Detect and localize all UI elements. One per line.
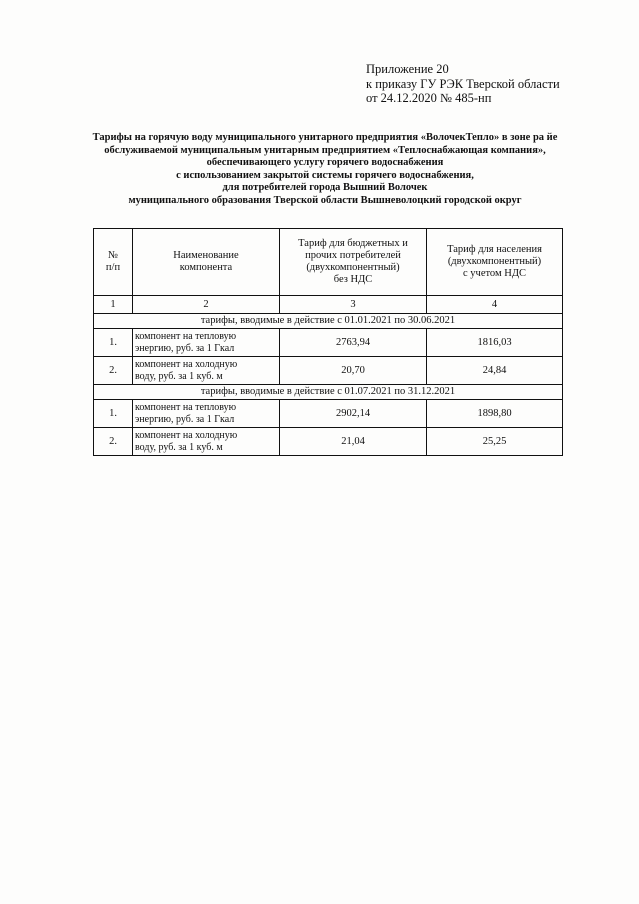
column-number: 2 (133, 296, 280, 314)
header-component-name (133, 229, 280, 296)
header-text: Тариф для бюджетных и (298, 238, 408, 249)
title-line: для потребителей города Вышний Волочек (222, 182, 428, 194)
table-row (94, 357, 563, 385)
row-number: 1. (94, 400, 133, 428)
component-name-line: воду, руб. за 1 куб. м (135, 370, 223, 382)
header-text: с учетом НДС (463, 268, 526, 279)
tariff-table (93, 228, 563, 456)
period-row (94, 314, 563, 329)
component-name-line: энергию, руб. за 1 Гкал (135, 342, 235, 354)
header-text: п/п (105, 262, 121, 273)
table-row (94, 329, 563, 357)
header-text: прочих потребителей (305, 250, 401, 261)
title-line: обеспечивающего услугу горячего водоснабжения (206, 157, 444, 169)
column-number: 4 (427, 296, 563, 314)
header-text: компонента (179, 262, 233, 273)
population-value: 1816,03 (427, 329, 563, 357)
appendix-block (366, 62, 560, 106)
title-line: Тарифы на горячую воду муниципального унитарного предприятия «ВолочекТепло» в зоне ра йе (92, 132, 558, 143)
header-text: (двухкомпонентный) (447, 256, 542, 267)
budget-value: 20,70 (280, 357, 427, 385)
row-number: 2. (94, 357, 133, 385)
population-value: 25,25 (427, 428, 563, 456)
title-line: с использованием закрытой системы горячего водоснабжения, (176, 169, 474, 181)
column-number: 1 (94, 296, 133, 314)
header-text: (двухкомпонентный) (306, 262, 400, 273)
row-number: 1. (94, 329, 133, 357)
component-name-line: компонент на тепловую (135, 331, 237, 342)
table-row (94, 428, 563, 456)
title-line: обслуживаемой муниципальным унитарным предприятием «Теплоснабжающая компания», (104, 144, 546, 156)
appendix-number: Приложение 20 (366, 62, 449, 76)
period-label: тарифы, вводимые в действие с 01.01.2021 по 30.06.2021 (94, 314, 563, 329)
table-header-row (94, 229, 563, 296)
row-number: 2. (94, 428, 133, 456)
budget-value: 2902,14 (280, 400, 427, 428)
period-label: тарифы, вводимые в действие с 01.07.2021 по 31.12.2021 (94, 385, 563, 400)
period-row (94, 385, 563, 400)
component-name-line: энергию, руб. за 1 Гкал (135, 413, 235, 425)
header-text: № (107, 250, 119, 261)
appendix-date: от 24.12.2020 № 485-нп (366, 91, 492, 105)
population-value: 1898,80 (427, 400, 563, 428)
header-number (94, 229, 133, 296)
component-name-line: компонент на холодную (135, 359, 238, 370)
component-name (133, 428, 280, 456)
header-budget-tariff (280, 229, 427, 296)
population-value: 24,84 (427, 357, 563, 385)
appendix-order: к приказу ГУ РЭК Тверской области (366, 76, 560, 91)
component-name (133, 329, 280, 357)
budget-value: 21,04 (280, 428, 427, 456)
header-text: Тариф для населения (447, 244, 542, 255)
component-name-line: компонент на тепловую (135, 402, 237, 413)
component-name (133, 357, 280, 385)
budget-value: 2763,94 (280, 329, 427, 357)
header-text: Наименование (173, 250, 239, 261)
column-number: 3 (280, 296, 427, 314)
document-title (40, 132, 610, 208)
title-line: муниципального образования Тверской области Вышневолоцкий городской округ (128, 194, 522, 206)
component-name (133, 400, 280, 428)
table-row (94, 400, 563, 428)
component-name-line: воду, руб. за 1 куб. м (135, 441, 223, 453)
component-name-line: компонент на холодную (135, 430, 238, 441)
header-text: без НДС (333, 274, 373, 285)
column-number-row (94, 296, 563, 314)
header-population-tariff (427, 229, 563, 296)
